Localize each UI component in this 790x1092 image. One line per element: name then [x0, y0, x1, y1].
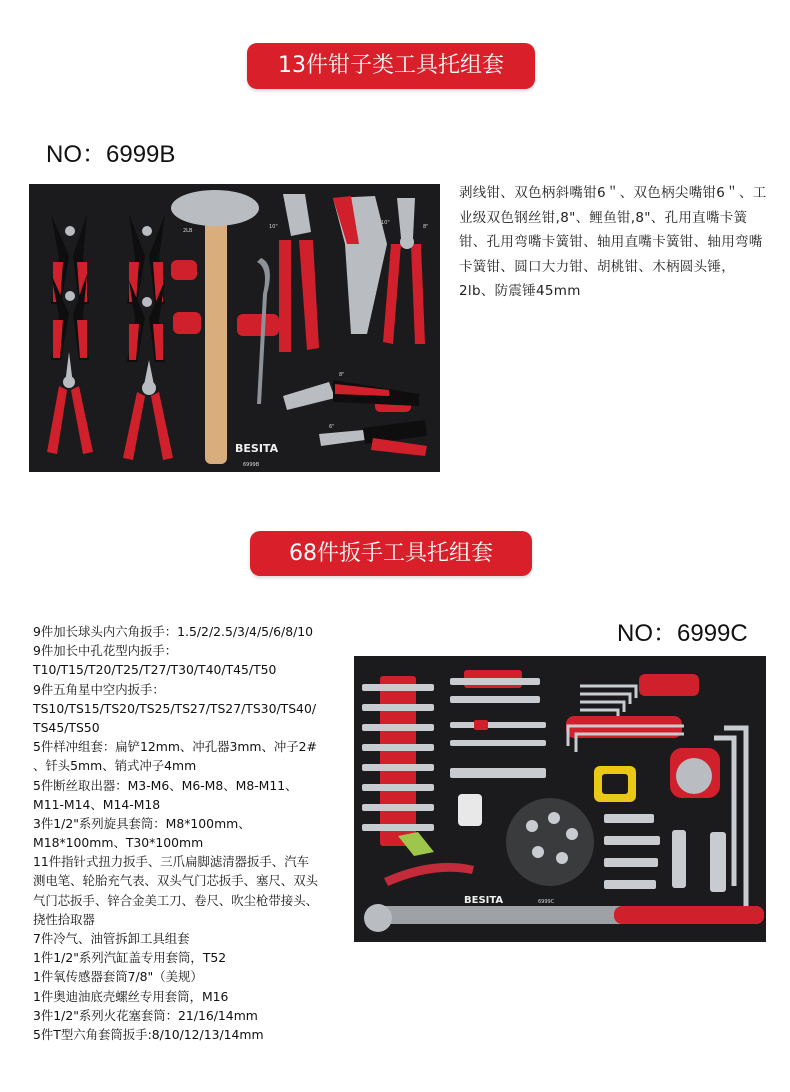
- section-title-banner: 68件扳手工具托组套: [250, 531, 532, 576]
- tray-brand-label: BESITA: [235, 442, 279, 455]
- list-item: T10/T15/T20/T25/T27/T30/T40/T45/T50: [33, 662, 277, 678]
- svg-text:10": 10": [269, 224, 278, 230]
- wrench-tray-photo: [354, 656, 766, 942]
- list-item: 5件T型六角套筒扳手:8/10/12/13/14mm: [33, 1026, 264, 1042]
- list-item: 1件1/2"系列汽缸盖专用套筒，T52: [33, 950, 227, 966]
- pliers-tray-photo: [29, 184, 440, 472]
- list-item: 3件1/2"系列旋具套筒：M8*100mm、: [33, 815, 251, 831]
- product-description: 剥线钳、双色柄斜嘴钳6＂、双色柄尖嘴钳6＂、工业级双色钢丝钳,8"、鲤鱼钳,8"、孔用直嘴卡簧钳、孔用弯嘴卡簧钳、轴用直嘴卡簧钳、轴用弯嘴卡簧钳、圆口大力钳、胡桃钳、木柄圆头锤，2lb、防震锤45mm: [459, 185, 767, 299]
- svg-text:6": 6": [329, 424, 335, 430]
- list-item: 9件五角星中空内扳手：: [33, 681, 165, 697]
- list-item: M11-M14、M14-M18: [33, 796, 161, 812]
- list-item: TS45/TS50: [33, 719, 100, 735]
- svg-text:8": 8": [423, 224, 429, 230]
- product-contents-list: [33, 622, 363, 1044]
- list-item: 9件加长中孔花型内扳手：: [33, 643, 178, 659]
- list-item: 5件样冲组套：扁铲12mm、冲孔器3mm、冲子2#: [33, 739, 317, 755]
- model-number: NO：6999C: [617, 620, 748, 647]
- model-number: NO：6999B: [46, 141, 176, 168]
- list-item: 1件奥迪油底壳螺丝专用套筒，M16: [33, 988, 229, 1004]
- svg-text:2LB: 2LB: [183, 228, 193, 234]
- tray-code-label: 6999C: [538, 899, 555, 905]
- list-item: 、钎头5mm、销式冲子4mm: [33, 758, 197, 774]
- list-item: 7件冷气、油管拆卸工具组套: [33, 931, 190, 946]
- tray-code-label: 6999B: [243, 462, 260, 468]
- svg-text:10": 10": [381, 220, 390, 226]
- list-item: 挠性拾取器: [33, 911, 95, 927]
- list-item: TS10/TS15/TS20/TS25/TS27/TS27/TS30/TS40/: [33, 700, 317, 716]
- section-title-banner: 13件钳子类工具托组套: [247, 43, 535, 89]
- list-item: 气门芯扳手、锌合金美工刀、卷尺、吹尘枪带接头、: [33, 892, 318, 908]
- list-item: 1件氧传感器套筒7/8"（美规）: [33, 969, 203, 985]
- list-item: M18*100mm、T30*100mm: [33, 835, 204, 851]
- tray-brand-label: BESITA: [464, 895, 504, 906]
- list-item: 3件1/2"系列火花塞套筒：21/16/14mm: [33, 1007, 258, 1023]
- list-item: 9件加长球头内六角扳手：1.5/2/2.5/3/4/5/6/8/10: [33, 624, 314, 639]
- list-item: 测电笔、轮胎充气表、双头气门芯扳手、塞尺、双头: [33, 873, 318, 889]
- list-item: 5件断丝取出器：M3-M6、M6-M8、M8-M11、: [33, 777, 298, 793]
- svg-text:8": 8": [339, 372, 345, 378]
- list-item: 11件指针式扭力扳手、三爪扁脚滤清器扳手、汽车: [33, 854, 309, 870]
